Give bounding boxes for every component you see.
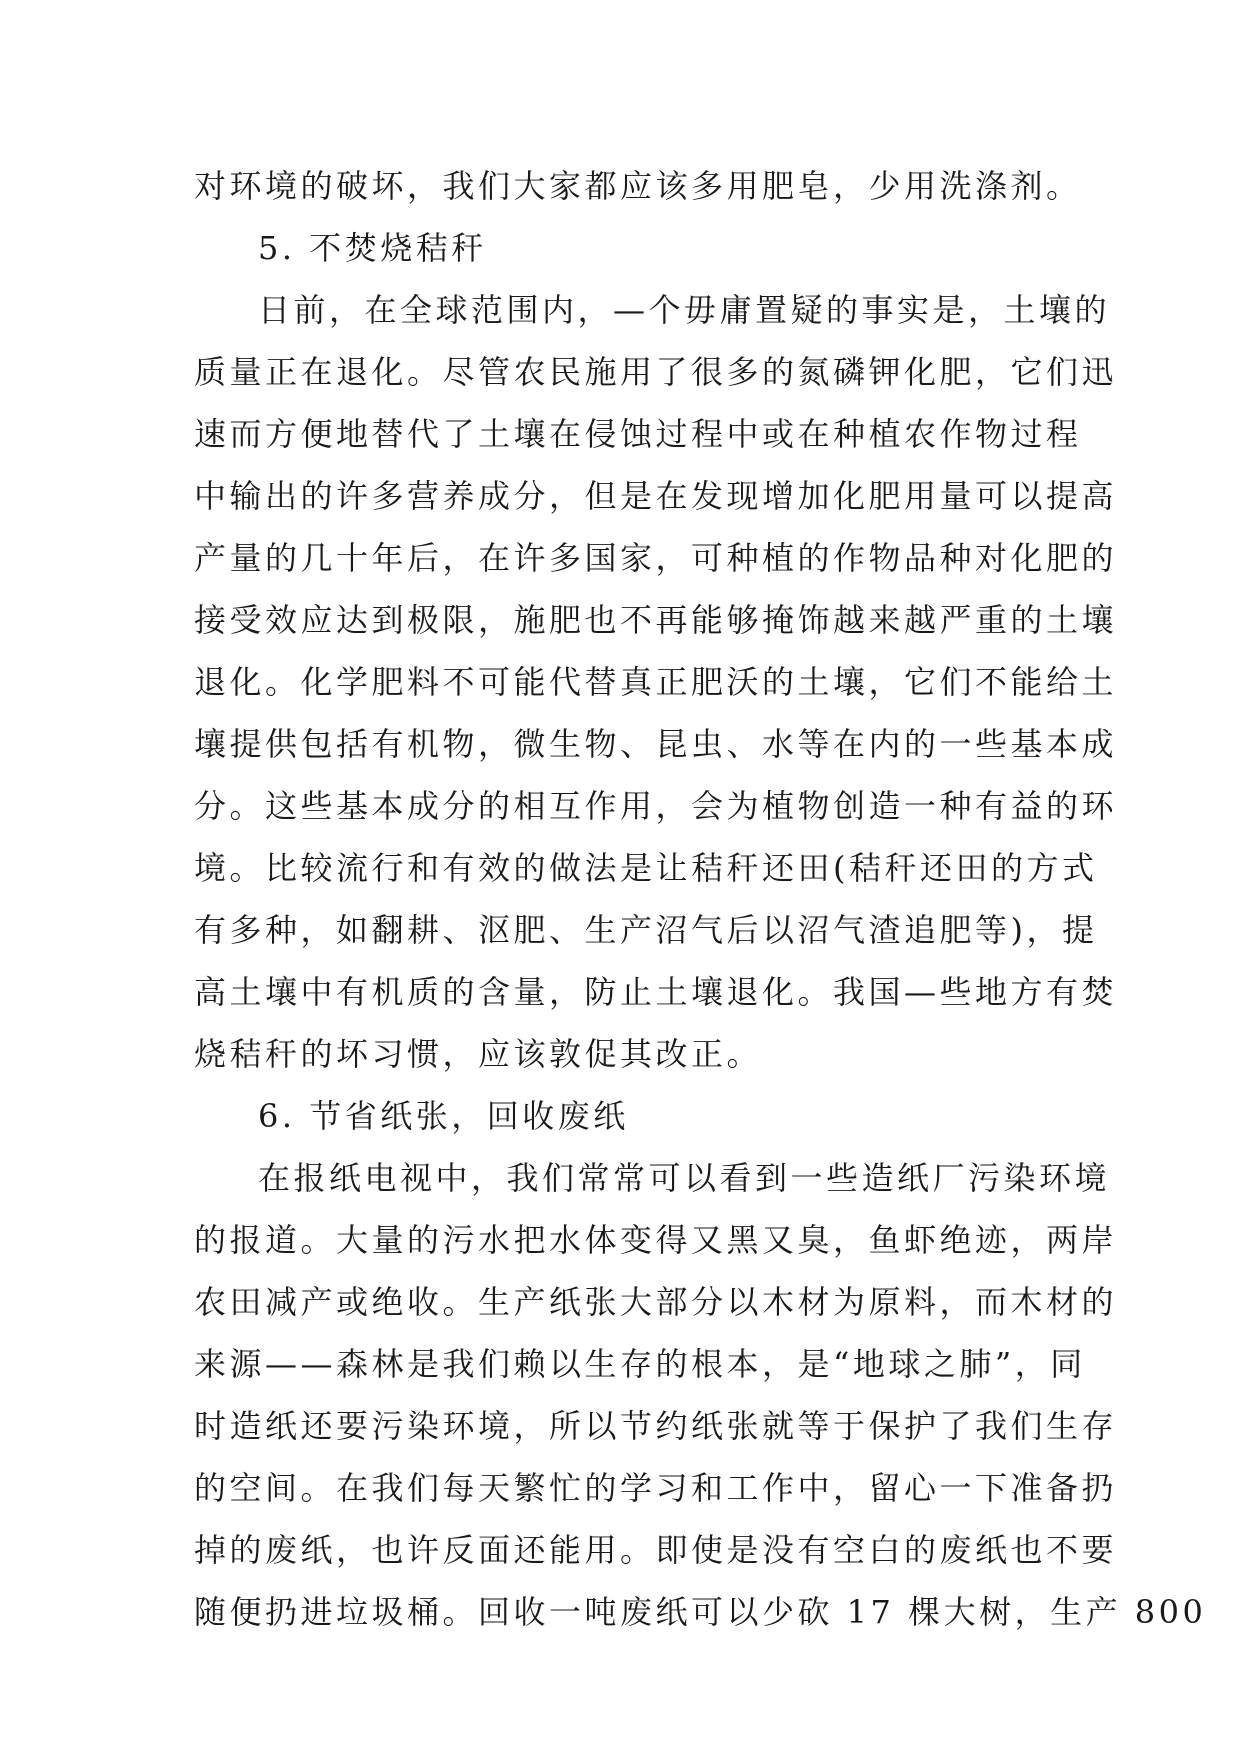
section-heading-5: 5. 不焚烧秸秆 <box>258 229 487 267</box>
section-heading-6: 6. 节省纸张，回收废纸 <box>258 1097 629 1135</box>
paragraph-line: 掉的废纸，也许反面还能用。即使是没有空白的废纸也不要 <box>194 1531 1118 1569</box>
paragraph-line: 境。比较流行和有效的做法是让秸秆还田(秸秆还田的方式 <box>194 849 1098 887</box>
paragraph-line: 的报道。大量的污水把水体变得又黑又臭，鱼虾绝迹，两岸 <box>194 1221 1118 1259</box>
paragraph-line: 对环境的破坏，我们大家都应该多用肥皂，少用洗涤剂。 <box>194 167 1082 205</box>
paragraph-line: 质量正在退化。尽管农民施用了很多的氮磷钾化肥，它们迅 <box>194 353 1118 391</box>
paragraph-line: 有多种，如翻耕、沤肥、生产沼气后以沼气渣追肥等)，提 <box>194 911 1098 949</box>
paragraph-line: 壤提供包括有机物，微生物、昆虫、水等在内的一些基本成 <box>194 725 1118 763</box>
paragraph-line: 随便扔进垃圾桶。回收一吨废纸可以少砍 17 棵大树，生产 800 <box>194 1593 1207 1631</box>
paragraph-line: 农田减产或绝收。生产纸张大部分以木材为原料，而木材的 <box>194 1283 1118 1321</box>
paragraph-line: 接受效应达到极限，施肥也不再能够掩饰越来越严重的土壤 <box>194 601 1118 639</box>
paragraph-line: 分。这些基本成分的相互作用，会为植物创造一种有益的环 <box>194 787 1118 825</box>
paragraph-line: 时造纸还要污染环境，所以节约纸张就等于保护了我们生存 <box>194 1407 1118 1445</box>
paragraph-line: 烧秸秆的坏习惯，应该敦促其改正。 <box>194 1035 763 1073</box>
paragraph-line: 的空间。在我们每天繁忙的学习和工作中，留心一下准备扔 <box>194 1469 1118 1507</box>
paragraph-line: 中输出的许多营养成分，但是在发现增加化肥用量可以提高 <box>194 477 1118 515</box>
paragraph-line: 速而方便地替代了土壤在侵蚀过程中或在种植农作物过程 <box>194 415 1082 453</box>
paragraph-line: 在报纸电视中，我们常常可以看到一些造纸厂污染环境 <box>258 1159 1111 1197</box>
paragraph-line: 高土壤中有机质的含量，防止土壤退化。我国—些地方有焚 <box>194 973 1118 1011</box>
paragraph-line: 产量的几十年后，在许多国家，可种植的作物品种对化肥的 <box>194 539 1118 577</box>
paragraph-line: 日前，在全球范围内，—个毋庸置疑的事实是，土壤的 <box>258 291 1111 329</box>
paragraph-line: 退化。化学肥料不可能代替真正肥沃的土壤，它们不能给土 <box>194 663 1118 701</box>
paragraph-line: 来源——森林是我们赖以生存的根本，是“地球之肺”，同 <box>194 1345 1086 1383</box>
